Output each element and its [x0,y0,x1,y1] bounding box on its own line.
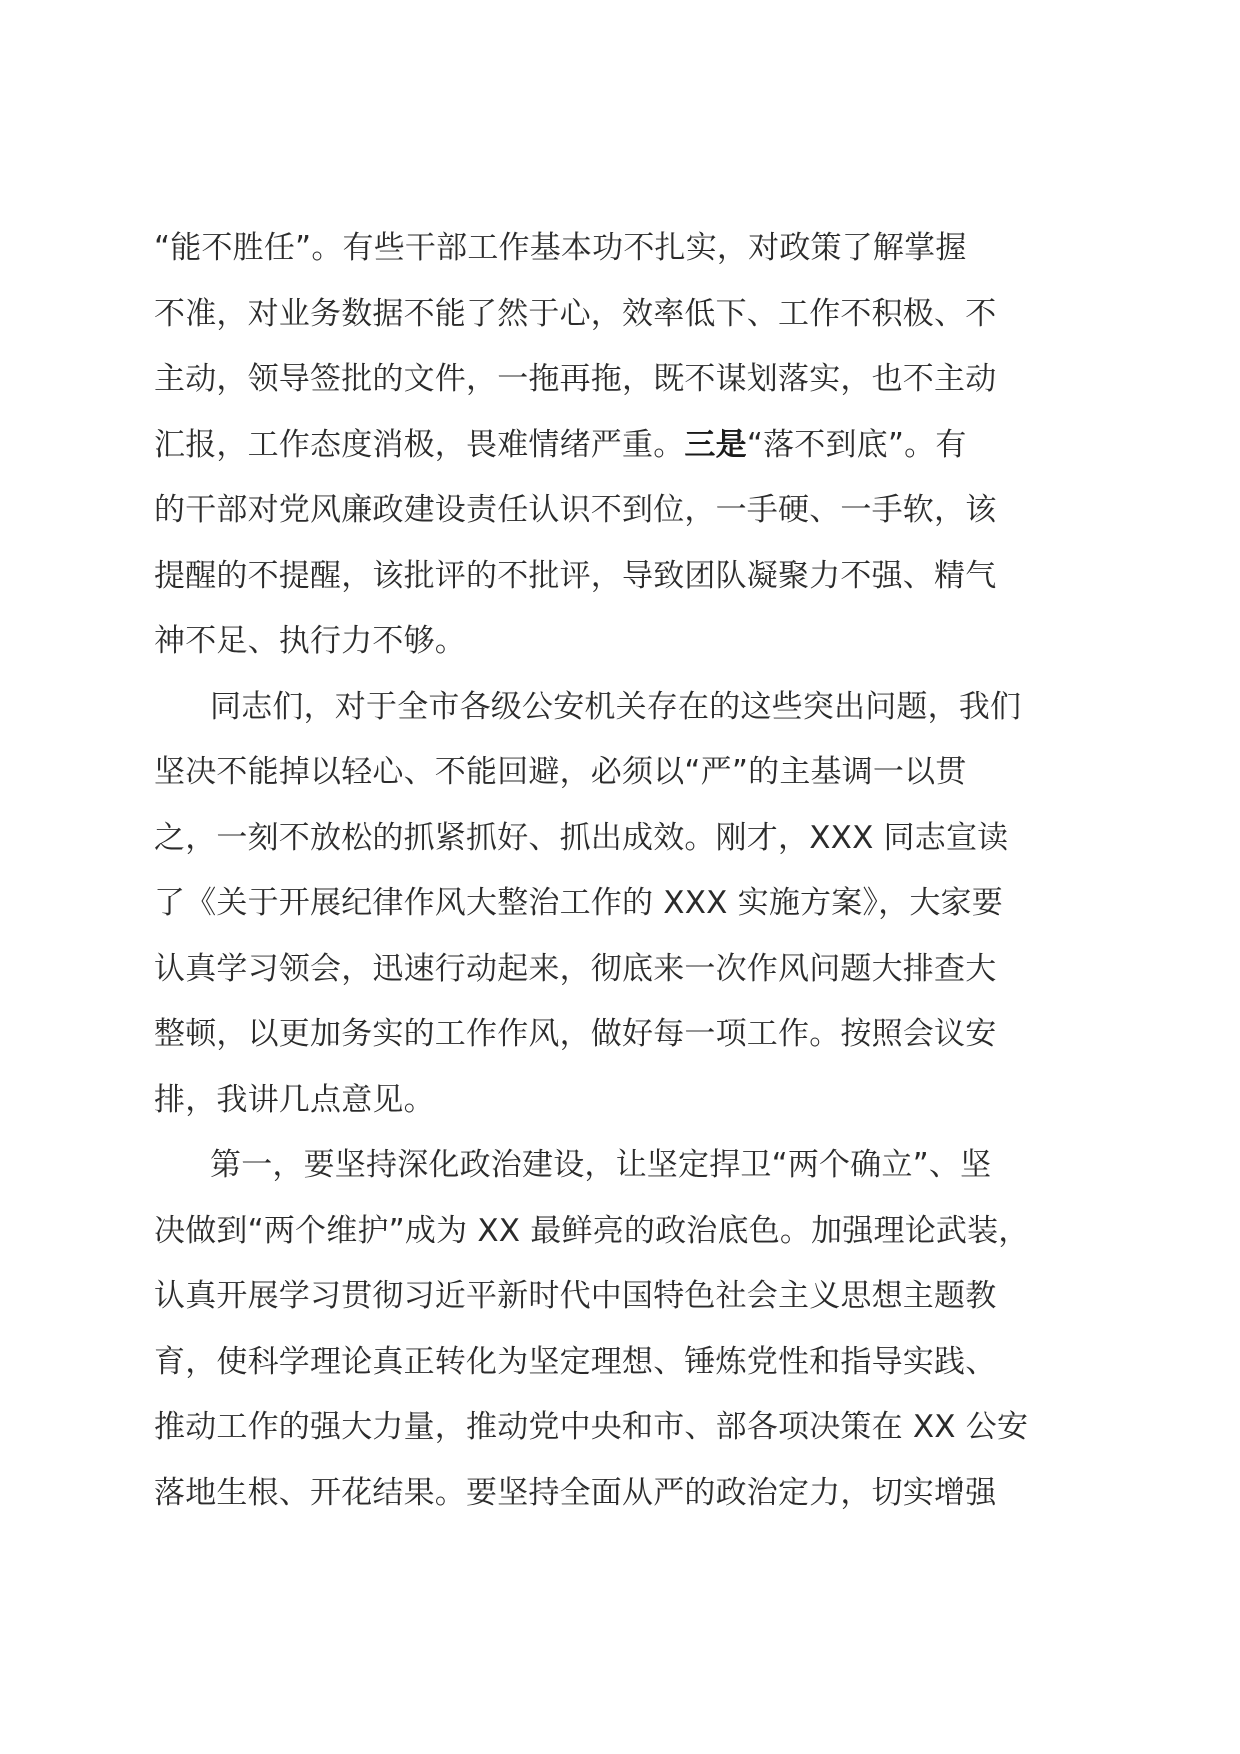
text-line: 不准，对业务数据不能了然于心，效率低下、工作不积极、不 [154,295,997,332]
text-line: 整顿，以更加务实的工作作风，做好每一项工作。按照会议安 [154,1016,997,1052]
text-line: 育，使科学理论真正转化为坚定理想、锤炼党性和指导实践、 [154,1343,997,1380]
paragraph-first-line: 同志们，对于全市各级公安机关存在的这些突出问题，我们 [210,688,1022,725]
text-line: 主动，领导签批的文件，一拖再拖，既不谋划落实，也不主动 [154,361,997,397]
paragraph-first-line: 第一，要坚持深化政治建设，让坚定捍卫“两个确立”、坚 [210,1147,992,1183]
text-segment: 汇报，工作态度消极，畏难情绪严重。 [154,426,685,463]
text-line: 之，一刻不放松的抓紧抓好、抓出成效。刚才，XXX 同志宣读 [154,819,1009,856]
text-line: 坚决不能掉以轻心、不能回避，必须以“严”的主基调一以贯 [154,754,967,790]
text-line: 排，我讲几点意见。 [154,1081,435,1118]
text-line: 推动工作的强大力量，推动党中央和市、部各项决策在 XX 公安 [154,1409,1029,1445]
text-line: 决做到“两个维护”成为 XX 最鲜亮的政治底色。加强理论武装， [154,1212,1030,1249]
text-line: 的干部对党风廉政建设责任认识不到位，一手硬、一手软，该 [154,492,997,528]
text-line [154,413,1094,479]
text-line: 认真学习领会，迅速行动起来，彻底来一次作风问题大排查大 [154,950,997,987]
text-line: 了《关于开展纪律作风大整治工作的 XXX 实施方案》，大家要 [154,885,1003,921]
text-line: 神不足、执行力不够。 [154,623,466,659]
text-segment: “落不到底”。有 [746,426,967,463]
text-line: 提醒的不提醒，该批评的不批评，导致团队凝聚力不强、精气 [154,557,997,594]
document-body [154,216,1094,1526]
text-line: 认真开展学习贯彻习近平新时代中国特色社会主义思想主题教 [154,1278,997,1314]
text-line: “能不胜任”。有些干部工作基本功不扎实，对政策了解掌握 [154,230,967,266]
text-line: 落地生根、开花结果。要坚持全面从严的政治定力，切实增强 [154,1474,997,1511]
bold-marker: 三是 [684,426,747,463]
